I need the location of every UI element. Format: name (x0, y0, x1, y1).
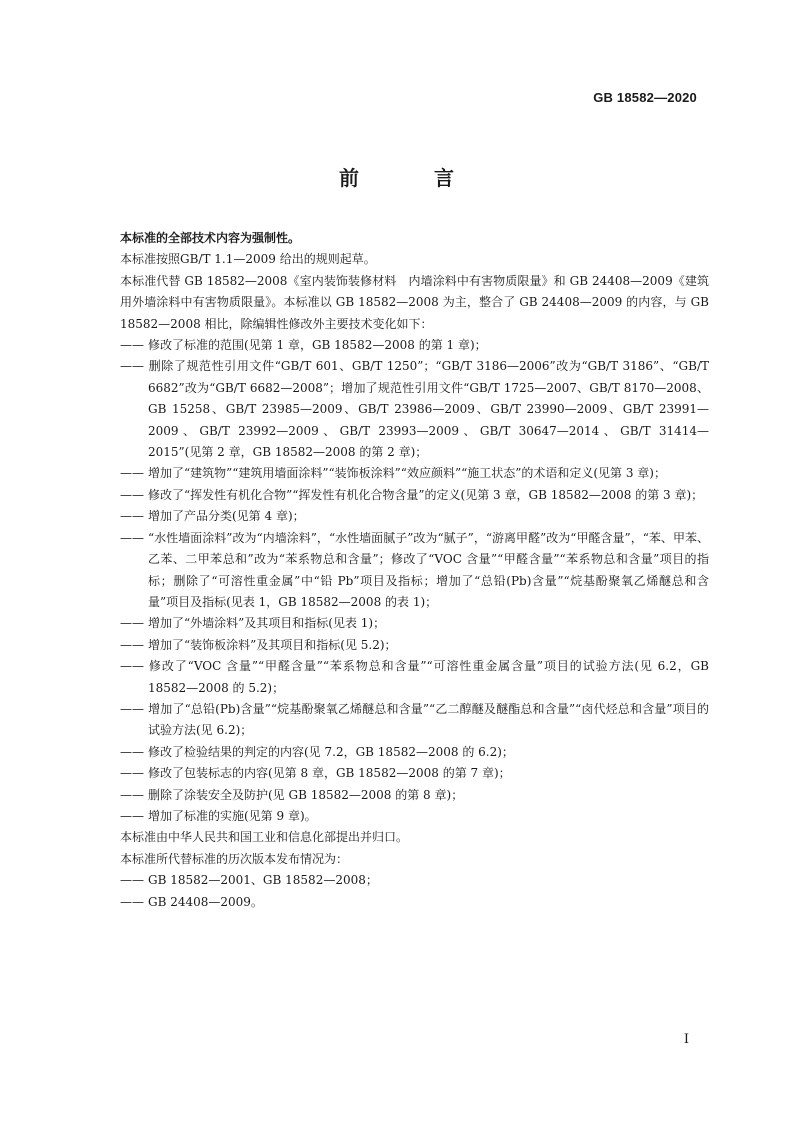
list-item (120, 806, 709, 827)
list-item-text: 修改了包装标志的内容(见第 8 章，GB 18582—2008 的第 7 章)； (148, 766, 511, 781)
paragraph-history-intro: 本标准所代替标准的历次版本发布情况为： (120, 851, 349, 866)
list-item (120, 356, 709, 463)
dash-marker: —— (120, 616, 144, 631)
paragraph-proposed-by: 本标准由中华人民共和国工业和信息化部提出并归口。 (120, 830, 409, 845)
list-item (120, 656, 709, 699)
list-item-text: “水性墙面涂料”改为“内墙涂料”，“水性墙面腻子”改为“腻子”，“游离甲醛”改为“甲醛含量”，“苯、甲苯、乙苯、二甲苯总和”改为“苯系物总和含量”；修改了“VOC 含量”“甲醛含量”“苯系物总和含量”项目的指标；删除了“可溶性重金属”中“铅 Pb”项目及指标；增加了“总铅(Pb)含量”“烷基酚聚氧乙烯醚总和含量”项目及指标(见表 1，GB 18582—2008 的表 1)； (148, 530, 709, 609)
list-item-text: 增加了“总铅(Pb)含量”“烷基酚聚氧乙烯醚总和含量”“乙二醇醚及醚酯总和含量”“卤代烃总和含量”项目的试验方法(见 6.2)； (148, 701, 709, 738)
history-list (120, 870, 709, 913)
paragraph-drafting-rules: 本标准按照GB/T 1.1—2009 给出的规则起草。 (120, 252, 376, 267)
list-item-text: 修改了检验结果的判定的内容(见 7.2，GB 18582—2008 的 6.2)； (148, 744, 514, 759)
foreword-body (120, 228, 709, 913)
list-item-text: GB 18582—2001、GB 18582—2008； (148, 873, 378, 888)
dash-marker: —— (120, 873, 144, 888)
dash-marker: —— (120, 359, 144, 374)
list-item (120, 742, 709, 763)
list-item-text: 修改了标准的范围(见第 1 章，GB 18582—2008 的第 1 章)； (148, 338, 487, 353)
list-item (120, 892, 709, 913)
dash-marker: —— (120, 808, 144, 823)
list-item (120, 635, 709, 656)
list-item-text: GB 24408—2009。 (148, 894, 263, 909)
list-item (120, 506, 709, 527)
list-item-text: 增加了标准的实施(见第 9 章)。 (148, 808, 317, 823)
dash-marker: —— (120, 487, 144, 502)
list-item-text: 删除了涂装安全及防护(见 GB 18582—2008 的第 8 章)； (148, 787, 464, 802)
dash-marker: —— (120, 509, 144, 524)
changes-list (120, 335, 709, 827)
dash-marker: —— (120, 787, 144, 802)
list-item (120, 870, 709, 891)
dash-marker: —— (120, 894, 144, 909)
list-item (120, 763, 709, 784)
list-item-text: 删除了规范性引用文件“GB/T 601、GB/T 1250”；“GB/T 3186—2006”改为“GB/T 3186”、“GB/T 6682”改为“GB/T 6682—2008”；增加了规范性引用文件“GB/T 1725—2007、GB/T 8170—2008、GB 15258、GB/T 23985—2009、GB/T 23986—2009、GB/T 23990—2009、GB/T 23991—2009、GB/T 23992—2009、GB/T 23993—2009、GB/T 30647—2014、GB/T 31414—2015”(见第 2 章，GB 18582—2008 的第 2 章)； (148, 359, 709, 460)
list-item (120, 485, 709, 506)
list-item (120, 463, 709, 484)
standard-number: GB 18582—2020 (593, 90, 697, 105)
list-item-text: 增加了“装饰板涂料”及其项目和指标(见 5.2)； (148, 637, 397, 652)
list-item-text: 增加了产品分类(见第 4 章)； (148, 509, 305, 524)
dash-marker: —— (120, 766, 144, 781)
dash-marker: —— (120, 466, 144, 481)
dash-marker: —— (120, 637, 144, 652)
page-title: 前 言 (339, 166, 488, 190)
list-item-text: 增加了“外墙涂料”及其项目和指标(见表 1)； (148, 616, 386, 631)
dash-marker: —— (120, 338, 144, 353)
page-number: I (683, 1032, 689, 1047)
paragraph-mandatory: 本标准的全部技术内容为强制性。 (120, 231, 301, 245)
paragraph-replacement: 本标准代替 GB 18582—2008《室内装饰装修材料 内墙涂料中有害物质限量》和 GB 24408—2009《建筑用外墙涂料中有害物质限量》。本标准以 GB 18582—2008 为主，整合了 GB 24408—2009 的内容，与 GB 18582—2008 相比，除编辑性修改外主要技术变化如下： (120, 273, 709, 331)
list-item (120, 699, 709, 742)
list-item (120, 613, 709, 634)
dash-marker: —— (120, 701, 144, 716)
dash-marker: —— (120, 659, 144, 674)
list-item (120, 335, 709, 356)
list-item-text: 增加了“建筑物”“建筑用墙面涂料”“装饰板涂料”“效应颜料”“施工状态”的术语和定义(见第 3 章)； (148, 466, 666, 481)
dash-marker: —— (120, 530, 144, 545)
dash-marker: —— (120, 744, 144, 759)
list-item-text: 修改了“挥发性有机化合物”“挥发性有机化合物含量”的定义(见第 3 章，GB 18582—2008 的第 3 章)； (148, 487, 704, 502)
list-item (120, 528, 709, 614)
list-item (120, 785, 709, 806)
list-item-text: 修改了“VOC 含量”“甲醛含量”“苯系物总和含量”“可溶性重金属含量”项目的试验方法(见 6.2，GB 18582—2008 的 5.2)； (148, 659, 709, 695)
